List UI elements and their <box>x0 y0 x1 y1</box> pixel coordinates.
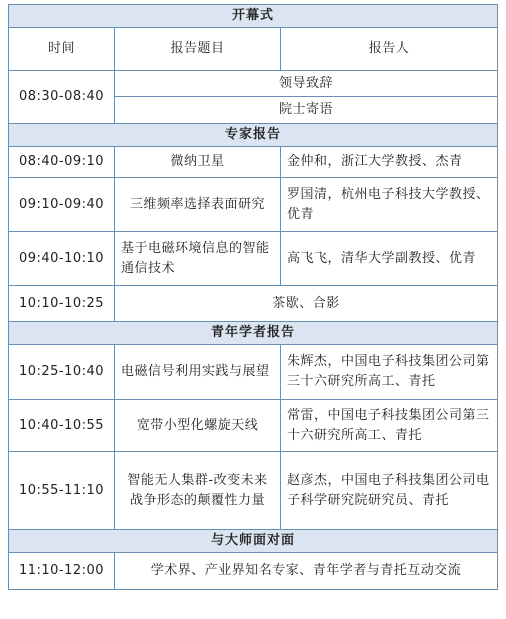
speaker-cell: 罗国清，杭州电子科技大学教授、优青 <box>281 178 498 232</box>
table-row <box>9 147 498 178</box>
speaker-cell: 金仲和，浙江大学教授、杰青 <box>281 147 498 178</box>
section-header-row <box>9 530 498 553</box>
time-cell: 08:30-08:40 <box>9 71 115 124</box>
time-cell: 10:55-11:10 <box>9 452 115 530</box>
table-row <box>9 345 498 400</box>
time-cell: 09:40-10:10 <box>9 232 115 286</box>
topic-cell: 宽带小型化螺旋天线 <box>115 400 281 452</box>
table-row <box>9 71 498 97</box>
section-header-row <box>9 322 498 345</box>
time-cell: 10:40-10:55 <box>9 400 115 452</box>
table-row <box>9 452 498 530</box>
section-title: 与大师面对面 <box>9 530 498 553</box>
topic-cell: 智能无人集群-改变未来战争形态的颠覆性力量 <box>115 452 281 530</box>
schedule-table <box>8 4 498 590</box>
table-row <box>9 232 498 286</box>
time-cell: 08:40-09:10 <box>9 147 115 178</box>
table-row <box>9 286 498 322</box>
topic-cell: 微纳卫星 <box>115 147 281 178</box>
merged-item-cell: 茶歇、合影 <box>115 286 498 322</box>
time-cell: 11:10-12:00 <box>9 553 115 590</box>
section-title: 开幕式 <box>9 5 498 28</box>
section-header-row <box>9 5 498 28</box>
speaker-cell: 朱辉杰，中国电子科技集团公司第三十六研究所高工、青托 <box>281 345 498 400</box>
merged-item-cell: 领导致辞 <box>115 71 498 97</box>
time-cell: 10:10-10:25 <box>9 286 115 322</box>
column-header-time: 时间 <box>9 28 115 71</box>
section-header-row <box>9 124 498 147</box>
time-cell: 09:10-09:40 <box>9 178 115 232</box>
speaker-cell: 赵彦杰，中国电子科技集团公司电子科学研究院研究员、青托 <box>281 452 498 530</box>
topic-cell: 电磁信号利用实践与展望 <box>115 345 281 400</box>
column-header-row <box>9 28 498 71</box>
table-row <box>9 400 498 452</box>
topic-cell: 基于电磁环境信息的智能通信技术 <box>115 232 281 286</box>
time-cell: 10:25-10:40 <box>9 345 115 400</box>
merged-item-cell: 学术界、产业界知名专家、青年学者与青托互动交流 <box>115 553 498 590</box>
speaker-cell: 高飞飞，清华大学副教授、优青 <box>281 232 498 286</box>
column-header-topic: 报告题目 <box>115 28 281 71</box>
section-title: 青年学者报告 <box>9 322 498 345</box>
speaker-cell: 常雷，中国电子科技集团公司第三十六研究所高工、青托 <box>281 400 498 452</box>
topic-cell: 三维频率选择表面研究 <box>115 178 281 232</box>
section-title: 专家报告 <box>9 124 498 147</box>
merged-item-cell: 院士寄语 <box>115 97 498 124</box>
column-header-speaker: 报告人 <box>281 28 498 71</box>
table-row <box>9 178 498 232</box>
table-row <box>9 553 498 590</box>
